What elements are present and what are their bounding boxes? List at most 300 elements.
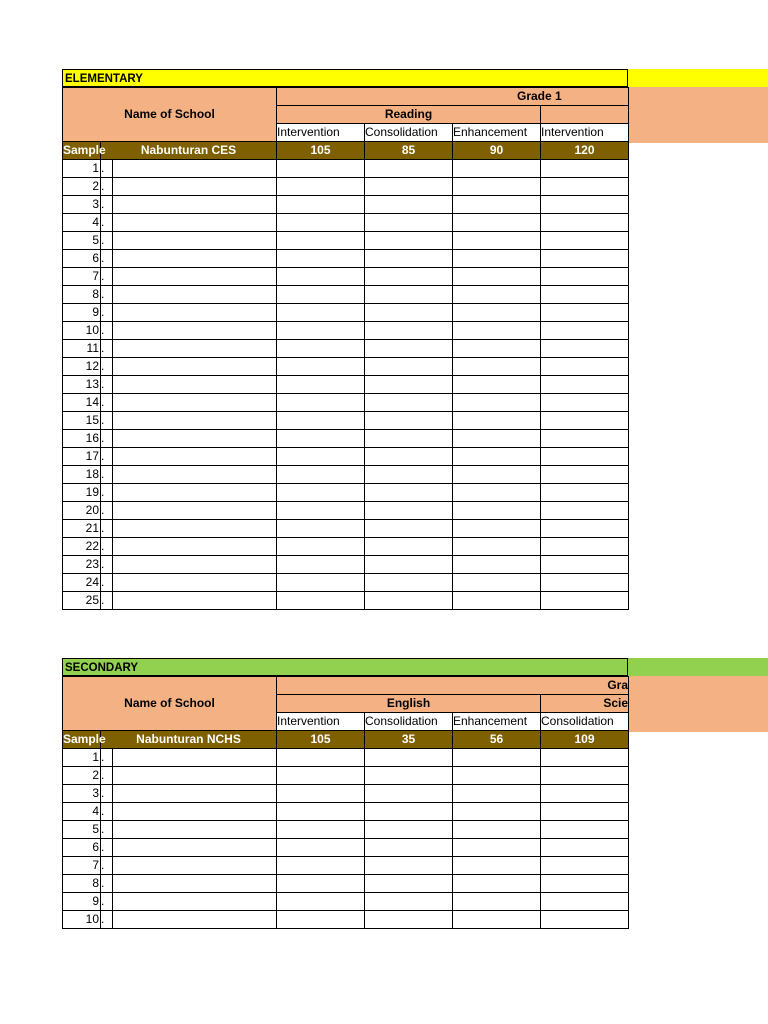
value-cell[interactable] — [453, 749, 541, 767]
value-cell[interactable] — [453, 484, 541, 502]
school-name-cell[interactable] — [113, 749, 277, 767]
school-name-cell[interactable] — [113, 875, 277, 893]
value-cell[interactable] — [365, 340, 453, 358]
value-cell[interactable] — [541, 767, 629, 785]
row-number: 22 — [63, 538, 101, 556]
school-name-cell[interactable] — [113, 304, 277, 322]
school-name-cell[interactable] — [113, 502, 277, 520]
row-dot: . — [101, 484, 113, 502]
value-cell[interactable] — [277, 214, 365, 232]
value-cell[interactable] — [277, 749, 365, 767]
value-cell[interactable] — [365, 286, 453, 304]
row-number: 3 — [63, 785, 101, 803]
elementary-title — [62, 69, 628, 87]
value-cell[interactable] — [541, 232, 629, 250]
value-cell[interactable] — [541, 160, 629, 178]
row-dot: . — [101, 178, 113, 196]
row-number: 19 — [63, 484, 101, 502]
value-cell[interactable] — [277, 466, 365, 484]
row-dot: . — [101, 592, 113, 610]
value-cell[interactable] — [277, 322, 365, 340]
value-cell[interactable] — [277, 250, 365, 268]
value-cell[interactable] — [541, 803, 629, 821]
value-cell[interactable] — [453, 340, 541, 358]
value-cell[interactable] — [541, 394, 629, 412]
value-cell[interactable] — [277, 448, 365, 466]
value-cell[interactable] — [453, 803, 541, 821]
value-cell[interactable] — [277, 574, 365, 592]
value-cell[interactable] — [541, 250, 629, 268]
table-row — [63, 484, 629, 502]
name-of-school-header: Name of School — [63, 677, 277, 731]
row-dot: . — [101, 358, 113, 376]
value-cell[interactable] — [365, 160, 453, 178]
table-row — [63, 749, 629, 767]
value-cell[interactable] — [453, 592, 541, 610]
school-name-cell[interactable] — [113, 286, 277, 304]
row-number: 10 — [63, 322, 101, 340]
school-name-cell[interactable] — [113, 160, 277, 178]
value-cell[interactable] — [365, 911, 453, 929]
col-header: Enhancement — [453, 713, 541, 731]
value-cell[interactable] — [541, 322, 629, 340]
value-cell[interactable] — [541, 214, 629, 232]
row-number: 2 — [63, 767, 101, 785]
elementary-header-band — [627, 87, 768, 143]
value-cell[interactable] — [277, 340, 365, 358]
value-cell[interactable] — [365, 556, 453, 574]
value-cell[interactable] — [453, 232, 541, 250]
row-number: 10 — [63, 911, 101, 929]
table-row — [63, 448, 629, 466]
value-cell[interactable] — [541, 376, 629, 394]
table-row — [63, 358, 629, 376]
value-cell[interactable] — [453, 448, 541, 466]
value-cell[interactable] — [453, 304, 541, 322]
value-cell[interactable] — [277, 304, 365, 322]
value-cell[interactable] — [541, 466, 629, 484]
table-row — [63, 520, 629, 538]
value-cell[interactable] — [365, 592, 453, 610]
value-cell[interactable] — [277, 232, 365, 250]
row-dot: . — [101, 749, 113, 767]
value-cell[interactable] — [365, 196, 453, 214]
row-dot: . — [101, 412, 113, 430]
value-cell[interactable] — [277, 785, 365, 803]
elementary-table — [62, 87, 629, 610]
value-cell[interactable] — [541, 358, 629, 376]
row-dot: . — [101, 466, 113, 484]
row-number: 25 — [63, 592, 101, 610]
table-row — [63, 430, 629, 448]
row-dot: . — [101, 538, 113, 556]
value-cell[interactable] — [365, 430, 453, 448]
value-cell[interactable] — [541, 574, 629, 592]
school-name-cell[interactable] — [113, 466, 277, 484]
value-cell[interactable] — [453, 767, 541, 785]
sample-value: 85 — [365, 142, 453, 160]
value-cell[interactable] — [453, 250, 541, 268]
value-cell[interactable] — [453, 911, 541, 929]
value-cell[interactable] — [277, 857, 365, 875]
value-cell[interactable] — [365, 893, 453, 911]
row-dot: . — [101, 196, 113, 214]
value-cell[interactable] — [365, 466, 453, 484]
value-cell[interactable] — [453, 178, 541, 196]
value-cell[interactable] — [365, 839, 453, 857]
row-dot: . — [101, 767, 113, 785]
value-cell[interactable] — [365, 484, 453, 502]
value-cell[interactable] — [365, 304, 453, 322]
row-number: 8 — [63, 286, 101, 304]
value-cell[interactable] — [453, 322, 541, 340]
table-row — [63, 376, 629, 394]
row-number: 6 — [63, 839, 101, 857]
value-cell[interactable] — [453, 286, 541, 304]
school-name-cell[interactable] — [113, 232, 277, 250]
col-header: Consolidation — [365, 124, 453, 142]
school-name-cell[interactable] — [113, 178, 277, 196]
row-dot: . — [101, 430, 113, 448]
row-number: 15 — [63, 412, 101, 430]
sample-value: 105 — [277, 731, 365, 749]
value-cell[interactable] — [453, 394, 541, 412]
value-cell[interactable] — [541, 911, 629, 929]
value-cell[interactable] — [277, 556, 365, 574]
sample-value: 105 — [277, 142, 365, 160]
school-name-cell[interactable] — [113, 448, 277, 466]
table-row — [63, 214, 629, 232]
sample-label: Sample — [63, 142, 101, 160]
row-dot: . — [101, 839, 113, 857]
school-name-cell[interactable] — [113, 358, 277, 376]
value-cell[interactable] — [453, 574, 541, 592]
value-cell[interactable] — [277, 484, 365, 502]
value-cell[interactable] — [453, 160, 541, 178]
row-number: 14 — [63, 394, 101, 412]
value-cell[interactable] — [365, 502, 453, 520]
row-number: 13 — [63, 376, 101, 394]
secondary-title — [62, 658, 628, 676]
row-dot: . — [101, 821, 113, 839]
value-cell[interactable] — [277, 286, 365, 304]
secondary-header-band — [627, 676, 768, 732]
value-cell[interactable] — [365, 767, 453, 785]
table-row — [63, 502, 629, 520]
value-cell[interactable] — [277, 592, 365, 610]
value-cell[interactable] — [453, 268, 541, 286]
row-dot: . — [101, 322, 113, 340]
value-cell[interactable] — [541, 749, 629, 767]
school-name-cell[interactable] — [113, 340, 277, 358]
row-number: 1 — [63, 749, 101, 767]
row-dot: . — [101, 340, 113, 358]
col-header: Intervention — [277, 713, 365, 731]
table-row — [63, 574, 629, 592]
value-cell[interactable] — [541, 430, 629, 448]
elementary-title-text: ELEMENTARY — [65, 73, 143, 85]
value-cell[interactable] — [541, 785, 629, 803]
table-row — [63, 322, 629, 340]
sample-row — [63, 142, 629, 160]
school-name-cell[interactable] — [113, 214, 277, 232]
secondary-title-text: SECONDARY — [65, 662, 139, 674]
school-name-cell[interactable] — [113, 592, 277, 610]
row-dot: . — [101, 893, 113, 911]
row-dot: . — [101, 875, 113, 893]
value-cell[interactable] — [365, 214, 453, 232]
row-dot: . — [101, 857, 113, 875]
value-cell[interactable] — [453, 785, 541, 803]
value-cell[interactable] — [453, 538, 541, 556]
value-cell[interactable] — [541, 340, 629, 358]
row-number: 2 — [63, 178, 101, 196]
value-cell[interactable] — [277, 911, 365, 929]
value-cell[interactable] — [365, 875, 453, 893]
row-number: 7 — [63, 857, 101, 875]
value-cell[interactable] — [277, 520, 365, 538]
value-cell[interactable] — [541, 875, 629, 893]
table-row — [63, 893, 629, 911]
value-cell[interactable] — [541, 448, 629, 466]
row-dot: . — [101, 304, 113, 322]
value-cell[interactable] — [453, 412, 541, 430]
value-cell[interactable] — [277, 376, 365, 394]
school-name-cell[interactable] — [113, 520, 277, 538]
value-cell[interactable] — [453, 430, 541, 448]
sample-school: Nabunturan NCHS — [101, 731, 277, 749]
table-row — [63, 160, 629, 178]
school-name-cell[interactable] — [113, 803, 277, 821]
value-cell[interactable] — [541, 839, 629, 857]
sample-value: 56 — [453, 731, 541, 749]
table-row — [63, 412, 629, 430]
table-row — [63, 911, 629, 929]
row-number: 3 — [63, 196, 101, 214]
value-cell[interactable] — [277, 875, 365, 893]
value-cell[interactable] — [453, 857, 541, 875]
value-cell[interactable] — [365, 803, 453, 821]
table-row — [63, 232, 629, 250]
row-dot: . — [101, 911, 113, 929]
table-row — [63, 394, 629, 412]
value-cell[interactable] — [541, 893, 629, 911]
col-header: Consolidation — [541, 713, 629, 731]
value-cell[interactable] — [365, 448, 453, 466]
school-name-cell[interactable] — [113, 767, 277, 785]
school-name-cell[interactable] — [113, 268, 277, 286]
row-number: 5 — [63, 232, 101, 250]
school-name-cell[interactable] — [113, 911, 277, 929]
row-number: 24 — [63, 574, 101, 592]
value-cell[interactable] — [365, 520, 453, 538]
table-row — [63, 592, 629, 610]
value-cell[interactable] — [277, 394, 365, 412]
value-cell[interactable] — [541, 821, 629, 839]
row-number: 9 — [63, 304, 101, 322]
table-row — [63, 538, 629, 556]
value-cell[interactable] — [277, 358, 365, 376]
school-name-cell[interactable] — [113, 196, 277, 214]
row-dot: . — [101, 502, 113, 520]
school-name-cell[interactable] — [113, 376, 277, 394]
secondary-title-band — [627, 658, 768, 676]
value-cell[interactable] — [277, 412, 365, 430]
table-row — [63, 767, 629, 785]
row-number: 4 — [63, 803, 101, 821]
grade-header: Grade 1 — [277, 88, 629, 106]
value-cell[interactable] — [453, 466, 541, 484]
value-cell[interactable] — [453, 358, 541, 376]
value-cell[interactable] — [277, 268, 365, 286]
table-row — [63, 178, 629, 196]
row-number: 7 — [63, 268, 101, 286]
value-cell[interactable] — [277, 160, 365, 178]
value-cell[interactable] — [541, 592, 629, 610]
school-name-cell[interactable] — [113, 322, 277, 340]
value-cell[interactable] — [541, 520, 629, 538]
value-cell[interactable] — [541, 857, 629, 875]
col-header: Consolidation — [365, 713, 453, 731]
value-cell[interactable] — [541, 484, 629, 502]
value-cell[interactable] — [365, 785, 453, 803]
row-number: 6 — [63, 250, 101, 268]
row-number: 5 — [63, 821, 101, 839]
row-dot: . — [101, 574, 113, 592]
subject-header-english: English — [277, 695, 541, 713]
value-cell[interactable] — [277, 767, 365, 785]
value-cell[interactable] — [541, 556, 629, 574]
sample-value: 109 — [541, 731, 629, 749]
school-name-cell[interactable] — [113, 538, 277, 556]
value-cell[interactable] — [541, 538, 629, 556]
value-cell[interactable] — [365, 574, 453, 592]
value-cell[interactable] — [365, 322, 453, 340]
value-cell[interactable] — [453, 502, 541, 520]
row-dot: . — [101, 785, 113, 803]
table-row — [63, 304, 629, 322]
value-cell[interactable] — [365, 232, 453, 250]
value-cell[interactable] — [453, 376, 541, 394]
value-cell[interactable] — [277, 196, 365, 214]
value-cell[interactable] — [365, 412, 453, 430]
row-dot: . — [101, 394, 113, 412]
table-row — [63, 286, 629, 304]
school-name-cell[interactable] — [113, 412, 277, 430]
value-cell[interactable] — [277, 538, 365, 556]
value-cell[interactable] — [365, 358, 453, 376]
value-cell[interactable] — [453, 196, 541, 214]
table-row — [63, 803, 629, 821]
value-cell[interactable] — [277, 178, 365, 196]
table-row — [63, 839, 629, 857]
value-cell[interactable] — [365, 394, 453, 412]
value-cell[interactable] — [277, 430, 365, 448]
value-cell[interactable] — [365, 749, 453, 767]
school-name-cell[interactable] — [113, 430, 277, 448]
table-row — [63, 250, 629, 268]
table-row — [63, 340, 629, 358]
value-cell[interactable] — [365, 178, 453, 196]
school-name-cell[interactable] — [113, 893, 277, 911]
value-cell[interactable] — [541, 286, 629, 304]
table-row — [63, 268, 629, 286]
subject-header-reading: Reading — [277, 106, 541, 124]
table-row — [63, 196, 629, 214]
row-number: 11 — [63, 340, 101, 358]
school-name-cell[interactable] — [113, 394, 277, 412]
value-cell[interactable] — [453, 556, 541, 574]
school-name-cell[interactable] — [113, 857, 277, 875]
col-header: Enhancement — [453, 124, 541, 142]
value-cell[interactable] — [365, 376, 453, 394]
school-name-cell[interactable] — [113, 556, 277, 574]
row-dot: . — [101, 556, 113, 574]
school-name-cell[interactable] — [113, 785, 277, 803]
school-name-cell[interactable] — [113, 574, 277, 592]
row-dot: . — [101, 250, 113, 268]
row-dot: . — [101, 803, 113, 821]
value-cell[interactable] — [453, 839, 541, 857]
row-dot: . — [101, 160, 113, 178]
table-row — [63, 857, 629, 875]
row-dot: . — [101, 286, 113, 304]
school-name-cell[interactable] — [113, 250, 277, 268]
value-cell[interactable] — [365, 538, 453, 556]
school-name-cell[interactable] — [113, 484, 277, 502]
sample-value: 120 — [541, 142, 629, 160]
value-cell[interactable] — [541, 268, 629, 286]
value-cell[interactable] — [365, 250, 453, 268]
value-cell[interactable] — [277, 893, 365, 911]
value-cell[interactable] — [453, 875, 541, 893]
grade-header: Gra — [277, 677, 629, 695]
value-cell[interactable] — [453, 214, 541, 232]
value-cell[interactable] — [541, 412, 629, 430]
sample-school: Nabunturan CES — [101, 142, 277, 160]
value-cell[interactable] — [453, 821, 541, 839]
value-cell[interactable] — [453, 893, 541, 911]
row-number: 20 — [63, 502, 101, 520]
row-number: 9 — [63, 893, 101, 911]
value-cell[interactable] — [541, 196, 629, 214]
value-cell[interactable] — [365, 268, 453, 286]
col-header: Intervention — [541, 124, 629, 142]
value-cell[interactable] — [277, 821, 365, 839]
school-name-cell[interactable] — [113, 821, 277, 839]
value-cell[interactable] — [277, 502, 365, 520]
table-row — [63, 785, 629, 803]
subject-header-science: Scie — [541, 695, 629, 713]
value-cell[interactable] — [365, 821, 453, 839]
value-cell[interactable] — [541, 502, 629, 520]
value-cell[interactable] — [453, 520, 541, 538]
row-number: 1 — [63, 160, 101, 178]
sample-value: 90 — [453, 142, 541, 160]
table-row — [63, 556, 629, 574]
value-cell[interactable] — [541, 304, 629, 322]
row-dot: . — [101, 376, 113, 394]
value-cell[interactable] — [277, 803, 365, 821]
row-number: 8 — [63, 875, 101, 893]
row-dot: . — [101, 214, 113, 232]
value-cell[interactable] — [365, 857, 453, 875]
table-row — [63, 875, 629, 893]
school-name-cell[interactable] — [113, 839, 277, 857]
value-cell[interactable] — [277, 839, 365, 857]
value-cell[interactable] — [541, 178, 629, 196]
sample-value: 35 — [365, 731, 453, 749]
